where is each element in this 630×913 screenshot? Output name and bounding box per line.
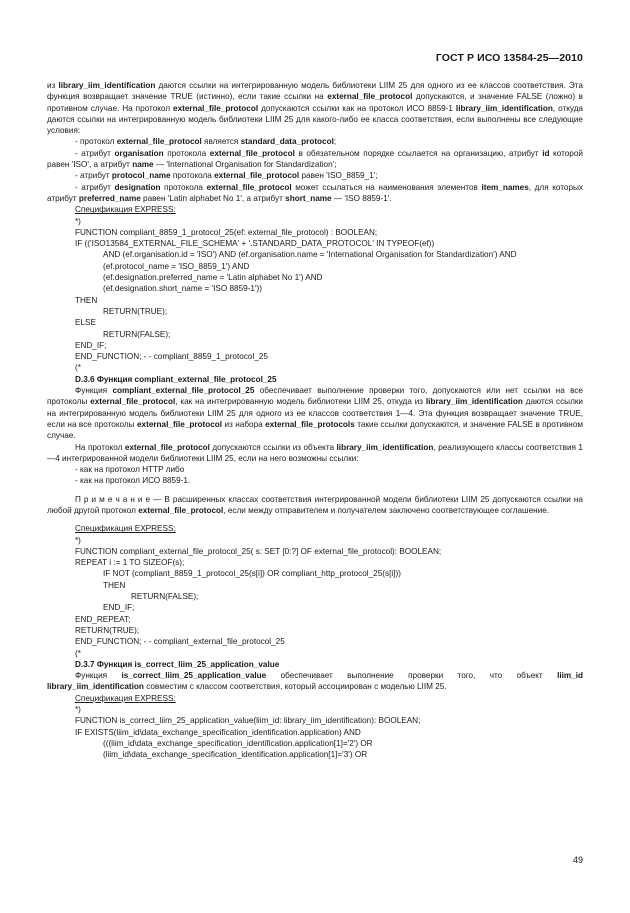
section-heading-d37: D.3.7 Функция is_correct_liim_25_application_value xyxy=(75,659,280,669)
page-number: 49 xyxy=(572,855,583,865)
express-spec-title: Спецификация EXPRESS: xyxy=(75,693,176,703)
d36-paragraph: Функция compliant_external_file_protocol_25 обеспечивает выполнение проверки того, допускаются или нет ссылки на все протоколы external_file_protocol, как на интегрированную модель библиотеки LIIM 25, откуда из library_iim_identification даются ссылки на интегрированную модель библиотеки LIIM 25 для одного из ее классов соответствия 1—4. Эта функция возвращает значение TRUE, если на все протоколы external_file_protocol из набора external_file_protocols такие ссылки допускаются, и значение FALSE в противном случае. xyxy=(47,386,583,441)
code-line: FUNCTION is_correct_liim_25_application_value(liim_id: library_iim_identification): BOOLEAN; xyxy=(75,716,421,726)
code-line: (ef.designation.preferred_name = 'Latin alphabet No 1') AND xyxy=(103,273,323,283)
code-line: FUNCTION compliant_external_file_protocol_25( s: SET [0:?] OF external_file_protocol): BOOLEAN; xyxy=(75,546,442,556)
code-line: THEN xyxy=(75,295,98,305)
code-line: *) xyxy=(75,535,81,545)
code-line: (liim_id\data_exchange_specification_identification.application[1]='3') OR xyxy=(103,750,368,760)
list-item: - как на протокол HTTP либо xyxy=(75,465,185,475)
condition-item: - атрибут designation протокола external_file_protocol может ссылаться на наименования элементов item_names, для которых атрибут preferred_name равен 'Latin alphabet No 1', а атрибут short_name — 'ISO 8859-1'. xyxy=(47,182,583,203)
code-line: (* xyxy=(75,648,81,658)
code-line: FUNCTION compliant_8859_1_protocol_25(ef: external_file_protocol) : BOOLEAN; xyxy=(75,227,378,237)
condition-item: - атрибут protocol_name протокола external_file_protocol равен 'ISO_8859_1'; xyxy=(75,171,378,181)
code-line: RETURN(TRUE); xyxy=(103,306,168,316)
condition-item: - протокол external_file_protocol является standard_data_protocol; xyxy=(75,137,337,147)
code-line: (* xyxy=(75,363,81,373)
code-line: END_REPEAT; xyxy=(75,614,131,624)
list-item: - как на протокол ИСО 8859-1. xyxy=(75,476,191,486)
code-line: END_IF; xyxy=(103,603,135,613)
code-line: END_IF; xyxy=(75,340,107,350)
intro-paragraph: из library_iim_identification даются ссылки на интегрированную модель библиотеки LIIM 25 для одного из ее классов соответствия. Эта функция возвращает значение TRUE (истинно), если такие ссылки на external_file_protocol допускаются, и значение FALSE (ложно) в противном случае. На протокол external_file_protocol допускаются ссылки как на протокол ИСО 8859-1 library_iim_identification, откуда даются ссылки на интегрированную модель библиотеки LIIM 25 для какого-либо ее класса соответствия, если выполнены все следующие условия: xyxy=(47,81,584,136)
code-line: RETURN(FALSE); xyxy=(131,592,199,602)
document-header: ГОСТ Р ИСО 13584-25—2010 xyxy=(435,52,583,64)
d36-paragraph: На протокол external_file_protocol допускаются ссылки из объекта library_iim_identification, реализующего классы соответствия 1—4 интегрированной модели библиотеки LIIM 25, если на него возможны ссылки: xyxy=(47,442,583,463)
code-line: *) xyxy=(75,705,81,715)
d37-paragraph: Функция is_correct_liim_25_application_value обеспечивает выполнение проверки того, что объект liim_id library_iim_identification совместим с классом соответствия, который ассоциирован с моделью LIIM 25. xyxy=(47,671,583,692)
code-line: (ef.designation.short_name = 'ISO 8859-1')) xyxy=(103,284,263,294)
section-heading-d36: D.3.6 Функция compliant_external_file_protocol_25 xyxy=(75,374,277,384)
code-line: END_FUNCTION; - - compliant_8859_1_protocol_25 xyxy=(75,352,268,362)
code-line: THEN xyxy=(103,580,126,590)
code-line: IF NOT (compliant_8859_1_protocol_25(s[i]) OR compliant_http_protocol_25(s[i])) xyxy=(103,569,401,579)
code-line: (((liim_id\data_exchange_specification_identification.application[1]='2') OR xyxy=(103,738,373,748)
code-line: RETURN(TRUE); xyxy=(75,625,140,635)
code-line: RETURN(FALSE); xyxy=(103,329,171,339)
express-spec-title: Спецификация EXPRESS: xyxy=(75,524,176,534)
express-spec-title: Спецификация EXPRESS: xyxy=(75,205,176,215)
code-line: IF (('ISO13584_EXTERNAL_FILE_SCHEMA' + '.STANDARD_DATA_PROTOCOL' IN TYPEOF(ef)) xyxy=(75,239,435,249)
code-line: AND (ef.organisation.id = 'ISO') AND (ef.organisation.name = 'International Organisation for Standardization') AND (ef.protocol_name = 'ISO_8859_1') AND xyxy=(103,250,517,271)
code-line: ELSE xyxy=(75,318,96,328)
code-line: IF EXISTS(liim_id\data_exchange_specification_identification.application) AND xyxy=(75,727,361,737)
code-line: REPEAT i := 1 TO SIZEOF(s); xyxy=(75,558,185,568)
page-body xyxy=(47,80,583,761)
condition-item: - атрибут organisation протокола external_file_protocol в обязательном порядке ссылается на организацию, атрибут id которой равен 'ISO', а атрибут name — 'International Organisation for Standardization'; xyxy=(47,148,583,170)
note-paragraph: П р и м е ч а н и е — В расширенных классах соответствия интегрированной модели библиотеки LIIM 25 допускаются ссылки на любой другой протокол external_file_protocol, если между отправителем и получателем заключено соответствующее соглашение. xyxy=(47,494,583,515)
code-line: END_FUNCTION; - - compliant_external_file_protocol_25 xyxy=(75,637,285,647)
code-line: *) xyxy=(75,216,81,226)
